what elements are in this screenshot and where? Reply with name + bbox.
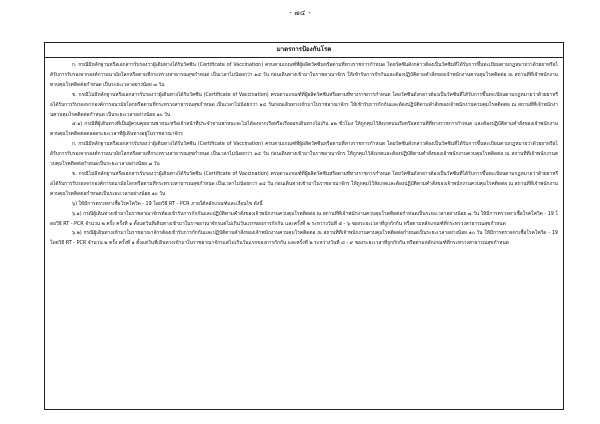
paragraph-vehicle-crew: ๕.๑) กรณีที่ผู้เดินทางที่เป็นผู้ควบคุมยานพาหนะหรือเจ้าหน้าที่ประจำยานพาหนะจะไม่ได้ลงจากเรือหรือเรือออกเดินทางไม่เกิน ๑๒ ชั่วโมง ให้ถูกคุมไว้สังเกตบนเรือหรือสถานที่ที่ทางราชการกำหนด และต้องปฏิบัติตามคำสั่งของเจ้าพนักงานควบคุมโรคติดต่อตลอดระยะเวลาที่ผู้เดินทางอยู่ในราชอาณาจักร <box>50 121 558 138</box>
measures-table <box>44 42 564 410</box>
table-body <box>45 58 563 249</box>
paragraph-unvaccinated-observation: ข. กรณีไม่มีหลักฐานหรือเอกสารรับรองว่าผู้เดินทางได้รับวัคซีน (Certificate of Vaccination) ครบตามเกณฑ์ที่ผู้ผลิตวัคซีนหรือตามที่ทางราชการกำหนด โดยวัคซีนดังกล่าวต้องเป็นวัคซีนที่ได้รับการขึ้นทะเบียนตามกฎหมายว่าด้วยยาหรือได้รับการรับรองจากองค์การอนามัยโลกหรือตามที่กระทรวงสาธารณสุขกำหนด เป็นเวลาไม่น้อยกว่า ๑๔ วัน ก่อนเดินทางเข้ามาในราชอาณาจักร ให้ถูกคุมไว้สังเกตและต้องปฏิบัติตามคำสั่งของเจ้าพนักงานควบคุมโรคติดต่อ ณ สถานที่ที่เจ้าพนักงานควบคุมโรคติดต่อกำหนดเป็นระยะเวลาอย่างน้อย ๑๐ วัน <box>50 170 558 197</box>
page-number: - ๗๔ - <box>289 9 311 17</box>
table-header: มาตรการป้องกันโรค <box>45 43 563 58</box>
paragraph-vaccinated-quarantine: ก. กรณีมีหลักฐานหรือเอกสารรับรองว่าผู้เดินทางได้รับวัคซีน (Certificate of Vaccination) ครบตามเกณฑ์ที่ผู้ผลิตวัคซีนหรือตามที่ทางราชการกำหนด โดยวัคซีนดังกล่าวต้องเป็นวัคซีนที่ได้รับการขึ้นทะเบียนตามกฎหมายว่าด้วยยาหรือได้รับการรับรองจากองค์การอนามัยโลกหรือตามที่กระทรวงสาธารณสุขกำหนด เป็นเวลาไม่น้อยกว่า ๑๔ วัน ก่อนเดินทางเข้ามาในราชอาณาจักร ให้เข้ารับการกักกันและต้องปฏิบัติตามคำสั่งของเจ้าพนักงานควบคุมโรคติดต่อ ณ สถานที่ที่เจ้าพนักงานควบคุมโรคติดต่อกำหนด เป็นระยะเวลาอย่างน้อย ๗ วัน <box>50 62 558 88</box>
paragraph-rtpcr-10-days: ๖.๒) กรณีผู้เดินทางเข้ามาในราชอาณาจักรต้องเข้ารับการกักกันและปฏิบัติตามคำสั่งของเจ้าพนักงานควบคุมโรคติดต่อ ณ สถานที่ที่เจ้าพนักงานควบคุมโรคติดต่อกำหนดเป็นระยะเวลาอย่างน้อย ๑๐ วัน ให้มีการตรวจหาเชื้อโรคโควิด - 19 โดยวิธี RT - PCR จำนวน ๒ ครั้ง ครั้งที่ ๑ ตั้งแต่วันที่เดินทางเข้ามาในราชอาณาจักรแต่ไม่เกินวันแรกของการกักกัน และครั้งที่ ๒ ระหว่างวันที่ ๘ - ๙ ของระยะเวลาที่ถูกกักกัน หรือตามหลักเกณฑ์ที่กระทรวงสาธารณสุขกำหนด <box>50 230 558 247</box>
paragraph-rtpcr-7-days: ๖.๑) กรณีผู้เดินทางเข้ามาในราชอาณาจักรต้องเข้ารับการกักกันและปฏิบัติตามคำสั่งของเจ้าพนักงานควบคุมโรคติดต่อ ณ สถานที่ที่เจ้าพนักงานควบคุมโรคติดต่อกำหนดเป็นระยะเวลาอย่างน้อย ๗ วัน ให้มีการตรวจหาเชื้อโรคโควิด - 19 โดยวิธี RT - PCR จำนวน ๒ ครั้ง ครั้งที่ ๑ ตั้งแต่วันที่เดินทางเข้ามาในราชอาณาจักรแต่ไม่เกินวันแรกของการกักกัน และครั้งที่ ๒ ระหว่างวันที่ ๕ - ๖ ของระยะเวลาที่ถูกกักกัน หรือตามหลักเกณฑ์ที่กระทรวงสาธารณสุขกำหนด <box>50 210 558 227</box>
paragraph-vaccinated-observation: ก. กรณีมีหลักฐานหรือเอกสารรับรองว่าผู้เดินทางได้รับวัคซีน (Certificate of Vaccination) ครบตามเกณฑ์ที่ผู้ผลิตวัคซีนหรือตามที่ทางราชการกำหนด โดยวัคซีนดังกล่าวต้องเป็นวัคซีนที่ได้รับการขึ้นทะเบียนตามกฎหมายว่าด้วยยาหรือได้รับการรับรองจากองค์การอนามัยโลกหรือตามที่กระทรวงสาธารณสุขกำหนด เป็นเวลาไม่น้อยกว่า ๑๔ วัน ก่อนเดินทางเข้ามาในราชอาณาจักร ให้ถูกคุมไว้สังเกตและต้องปฏิบัติตามคำสั่งของเจ้าพนักงานควบคุมโรคติดต่อ ณ สถานที่ที่เจ้าพนักงานควบคุมโรคติดต่อกำหนดเป็นระยะเวลาอย่างน้อย ๗ วัน <box>50 141 558 168</box>
paragraph-unvaccinated-quarantine: ข. กรณีไม่มีหลักฐานหรือเอกสารรับรองว่าผู้เดินทางได้รับวัคซีน (Certificate of Vaccination) ครบตามเกณฑ์ที่ผู้ผลิตวัคซีนหรือตามที่ทางราชการกำหนด โดยวัคซีนดังกล่าวต้องเป็นวัคซีนที่ได้รับการขึ้นทะเบียนตามกฎหมายว่าด้วยยาหรือได้รับการรับรองจากองค์การอนามัยโลกหรือตามที่กระทรวงสาธารณสุขกำหนด เป็นเวลาไม่น้อยกว่า ๑๔ วันก่อนเดินทางเข้ามาในราชอาณาจักร ให้เข้ารับการกักกันและต้องปฏิบัติตามคำสั่งของเจ้าพนักงานควบคุมโรคติดต่อ ณ สถานที่ที่เจ้าพนักงานควบคุมโรคติดต่อกำหนด เป็นระยะเวลาอย่างน้อย ๑๐ วัน <box>50 91 558 118</box>
paragraph-rtpcr-intro: ๖) ให้มีการตรวจหาเชื้อโรคโควิด - 19 โดยวิธี RT - PCR ภายใต้หลักเกณฑ์และเงื่อนไข ดังนี้ <box>72 200 263 207</box>
